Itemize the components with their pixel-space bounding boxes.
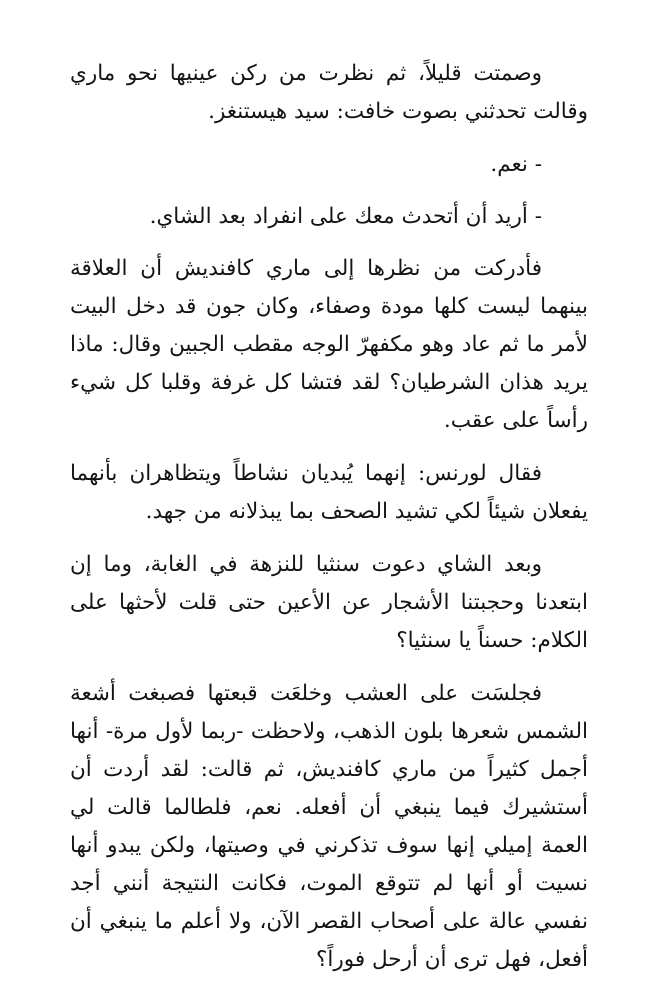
paragraph-4: وبعد الشاي دعوت سنثيا للنزهة في الغابة، وما إن ابتعدنا وحجبتنا الأشجار عن الأعين حتى قلت لأحثها على الكلام: حسناً يا سنثيا؟ xyxy=(70,552,588,653)
dialogue-line-2: - أريد أن أتحدث معك على انفراد بعد الشاي. xyxy=(149,204,542,229)
paragraph-2: فأدركت من نظرها إلى ماري كافنديش أن العلاقة بينهما ليست كلها مودة وصفاء، وكان جون قد دخل البيت لأمر ما ثم عاد وهو مكفهرّ الوجه مقطب الجبين وقال: ماذا يريد هذان الشرطيان؟ لقد فتشا كل غرفة وقلبا كل شيء رأساً على عقب. xyxy=(70,256,588,433)
dialogue-line-1: - نعم. xyxy=(490,152,542,177)
book-page xyxy=(70,55,588,994)
paragraph-1: وصمتت قليلاً، ثم نظرت من ركن عينيها نحو ماري وقالت تحدثني بصوت خافت: سيد هيستنغز. xyxy=(70,61,588,124)
paragraph-5: فجلسَت على العشب وخلعَت قبعتها فصبغت أشعة الشمس شعرها بلون الذهب، ولاحظت -ربما لأول مرة- أنها أجمل كثيراً من ماري كافنديش، ثم قالت: لقد أردت أن أستشيرك فيما ينبغي أن أفعله. نعم، فلطالما قالت لي العمة إميلي إنها سوف تذكرني في وصيتها، ولكن يبدو أنها نسيت أو أنها لم تتوقع الموت، فكانت النتيجة أنني أجد نفسي عالة على أصحاب القصر الآن، ولا أعلم ما ينبغي أن أفعل، فهل ترى أن أرحل فوراً؟ xyxy=(70,681,588,972)
paragraph-3: فقال لورنس: إنهما يُبديان نشاطاً ويتظاهران بأنهما يفعلان شيئاً لكي تشيد الصحف بما يبذلانه من جهد. xyxy=(70,461,588,524)
